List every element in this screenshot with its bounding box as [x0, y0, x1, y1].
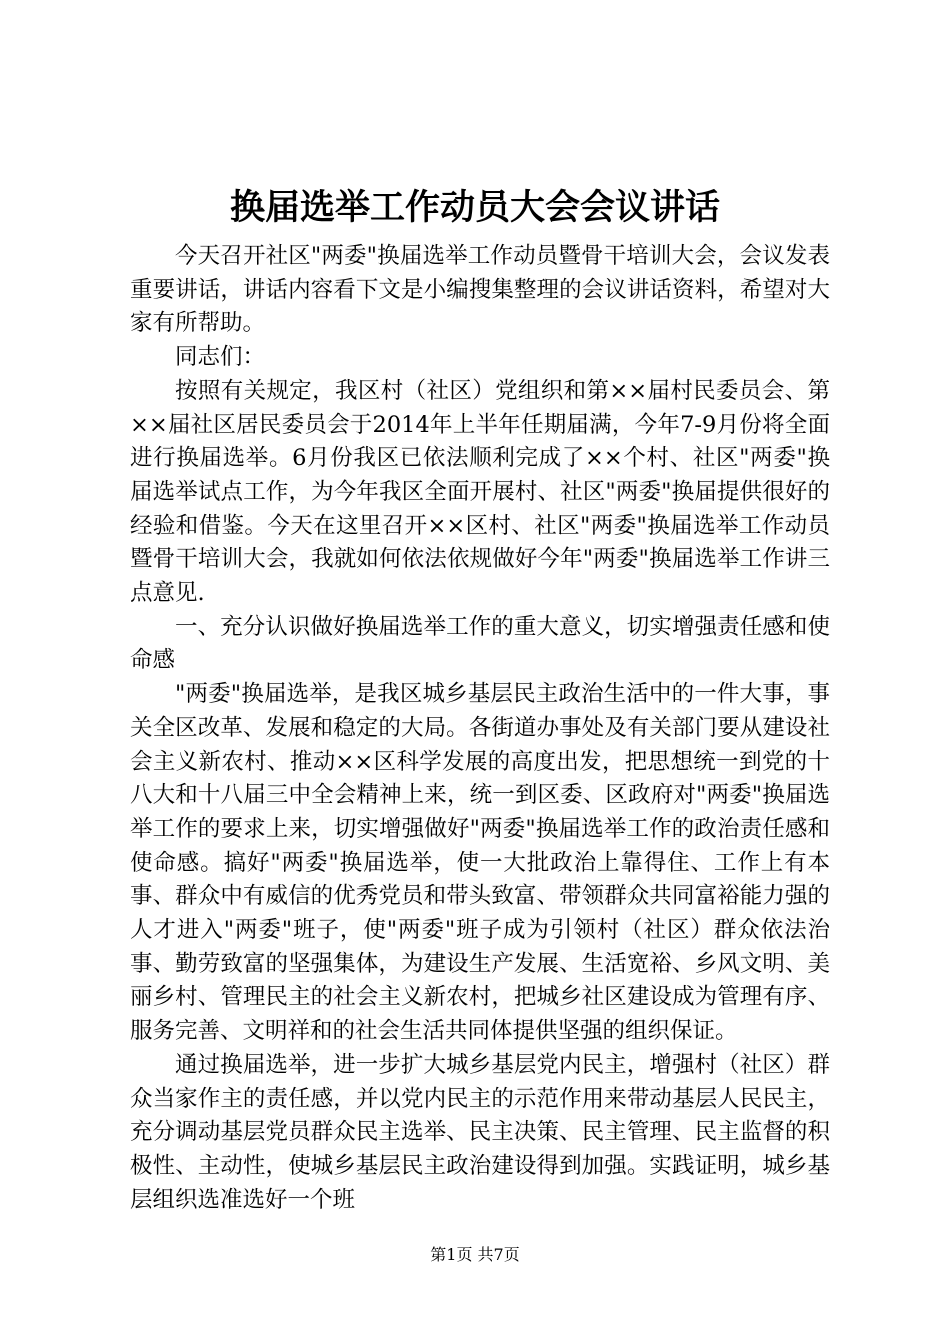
section-heading-1: 一、充分认识做好换届选举工作的重大意义，切实增强责任感和使命感 [130, 613, 830, 674]
paragraph-salutation: 同志们： [175, 344, 266, 371]
paragraph-significance: "两委"换届选举，是我区城乡基层民主政治生活中的一件大事，事关全区改革、发展和稳定的大局。各街道办事处及有关部门要从建设社会主义新农村、推动××区科学发展的高度出发，把思想统一到党的十八大和十八届三中全会精神上来，统一到区委、区政府对"两委"换届选举工作的要求上来，切实增强做好"两委"换届选举工作的政治责任感和使命感。搞好"两委"换届选举，使一大批政治上靠得住、工作上有本事、群众中有威信的优秀党员和带头致富、带领群众共同富裕能力强的人才进入"两委"班子，使"两委"班子成为引领村（社区）群众依法治事、勤劳致富的坚强集体，为建设生产发展、生活宽裕、乡风文明、美丽乡村、管理民主的社会主义新农村，把城乡社区建设成为管理有序、服务完善、文明祥和的社会生活共同体提供坚强的组织保证。 [130, 681, 830, 1045]
page-footer: 第1页 共7页 [430, 1245, 520, 1264]
paragraph-background: 按照有关规定，我区村（社区）党组织和第××届村民委员会、第××届社区居民委员会于2014年上半年任期届满，今年7-9月份将全面进行换届选举。6月份我区已依法顺利完成了××个村、社区"两委"换届选举试点工作，为今年我区全面开展村、社区"两委"换届提供很好的经验和借鉴。今天在这里召开××区村、社区"两委"换届选举工作动员暨骨干培训大会，我就如何依法依规做好今年"两委"换届选举工作讲三点意见. [130, 377, 830, 607]
paragraph-intro: 今天召开社区"两委"换届选举工作动员暨骨干培训大会，会议发表重要讲话，讲话内容看下文是小编搜集整理的会议讲话资料，希望对大家有所帮助。 [130, 243, 830, 337]
document-body [130, 240, 830, 1217]
paragraph-democracy: 通过换届选举，进一步扩大城乡基层党内民主，增强村（社区）群众当家作主的责任感，并以党内民主的示范作用来带动基层人民民主，充分调动基层党员群众民主选举、民主决策、民主管理、民主监督的积极性、主动性，使城乡基层民主政治建设得到加强。实践证明，城乡基层组织选准选好一个班 [130, 1051, 830, 1213]
document-title: 换届选举工作动员大会会议讲话 [229, 187, 720, 228]
